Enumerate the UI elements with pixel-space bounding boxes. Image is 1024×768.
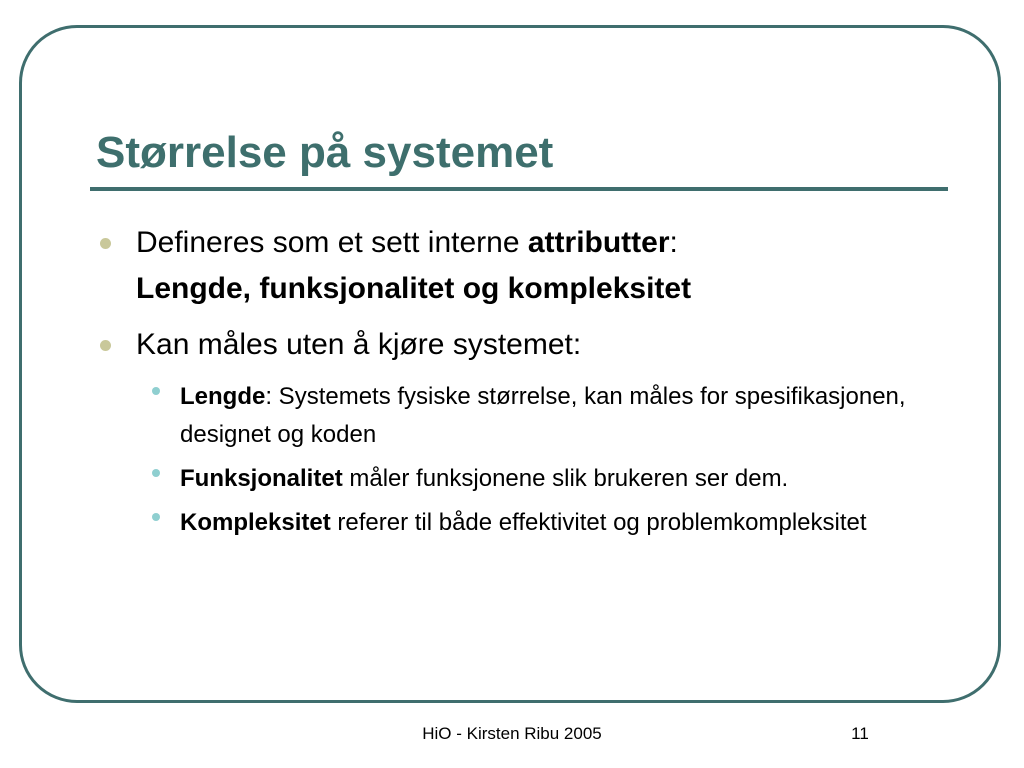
subbullet-dot-icon: [152, 469, 160, 477]
bullet-text: Defineres som et sett interne: [136, 226, 528, 259]
subbullet-text: : Systemets fysiske størrelse, kan måles for spesifikasjonen, designet og koden: [180, 383, 906, 448]
bullet-dot-icon: [100, 238, 111, 249]
subbullet-dot-icon: [152, 513, 160, 521]
bullet-text: Kan måles uten å kjøre systemet:: [136, 328, 582, 361]
bullet-item: [96, 322, 916, 368]
subbullet-dot-icon: [152, 387, 160, 395]
subbullet-term: Funksjonalitet: [180, 465, 343, 492]
slide-number: 11: [851, 724, 869, 743]
subbullet-term: Kompleksitet: [180, 509, 331, 536]
bullet-bold-term: attributter: [527, 226, 670, 259]
subbullet-item: [96, 378, 916, 454]
subbullet-item: [96, 460, 916, 498]
subbullet-term: Lengde: [180, 383, 266, 410]
subbullet-text: referer til både effektivitet og problemkompleksitet: [330, 509, 867, 536]
slide-content: [96, 220, 916, 548]
bullet-bold-line: Lengde, funksjonalitet og kompleksitet: [136, 272, 692, 305]
subbullet-item: [96, 504, 916, 542]
title-underline: [90, 187, 948, 191]
bullet-dot-icon: [100, 340, 111, 351]
slide-title: Størrelse på systemet: [96, 128, 554, 177]
footer-author: HiO - Kirsten Ribu 2005: [422, 724, 602, 743]
bullet-item: [96, 220, 916, 312]
bullet-text-suffix: :: [669, 226, 678, 259]
subbullet-text: måler funksjonene slik brukeren ser dem.: [342, 465, 789, 492]
